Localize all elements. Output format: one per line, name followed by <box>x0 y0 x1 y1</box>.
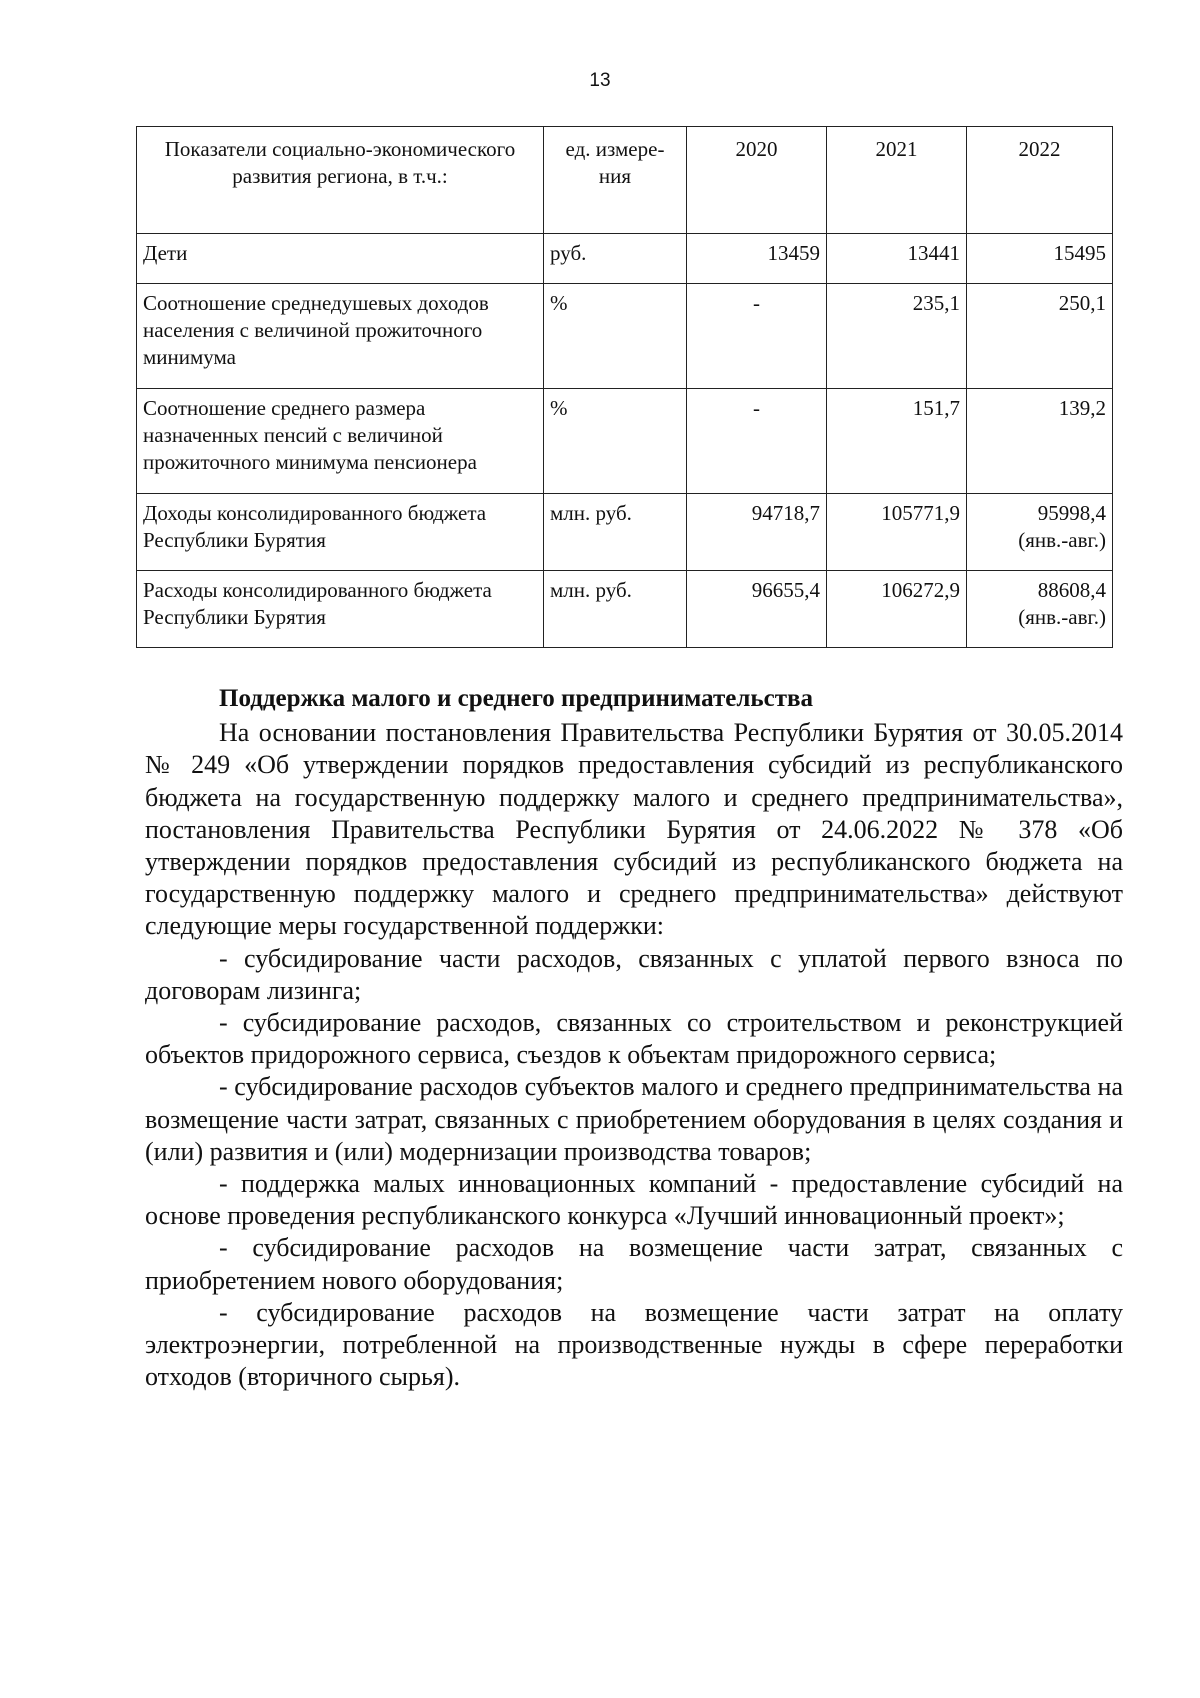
list-item: - поддержка малых инновационных компаний - предоставление субсидий на основе проведения республиканского конкурса «Лучший инновационный проект»; <box>145 1169 1123 1231</box>
indicator-name: Соотношение среднего размера назначенных пенсий с величиной прожиточного минимума пенсионера <box>137 389 544 494</box>
value-2021: 13441 <box>827 234 967 284</box>
list-item: - субсидирование расходов, связанных со строительством и реконструкцией объектов придорожного сервиса, съездов к объектам придорожного сервиса; <box>145 1008 1123 1070</box>
value-2022: 15495 <box>967 234 1113 284</box>
table-row <box>137 571 1113 648</box>
indicator-name: Дети <box>137 234 544 284</box>
value-2020: - <box>687 284 827 389</box>
unit-cell: руб. <box>544 234 687 284</box>
value-2021: 105771,9 <box>827 494 967 571</box>
list-item: - субсидирование расходов на возмещение части затрат, связанных с приобретением нового оборудования; <box>145 1233 1123 1295</box>
period-note: (янв.-авг.) <box>1018 605 1106 629</box>
page-number: 13 <box>589 70 611 91</box>
value-2022-cell <box>967 571 1113 648</box>
indicator-name: Расходы консолидированного бюджета Республики Бурятия <box>137 571 544 648</box>
intro-paragraph: На основании постановления Правительства Республики Бурятия от 30.05.2014 № 249 «Об утверждении порядков предоставления субсидий из республиканского бюджета на государственную поддержку малого и среднего предпринимательства», постановления Правительства Республики Бурятия от 24.06.2022 № 378 «Об утверждении порядков предоставления субсидий из республиканского бюджета на государственную поддержку малого и среднего предпринимательства» действуют следующие меры государственной поддержки: <box>145 718 1123 941</box>
unit-cell: % <box>544 389 687 494</box>
indicator-name: Доходы консолидированного бюджета Республики Бурятия <box>137 494 544 571</box>
table-row <box>137 234 1113 284</box>
section-body <box>145 683 1123 1393</box>
column-header-unit: ед. измере-ния <box>544 127 687 234</box>
value-2020: 94718,7 <box>687 494 827 571</box>
value-2022: 250,1 <box>967 284 1113 389</box>
list-item: - субсидирование расходов на возмещение части затрат на оплату электроэнергии, потребленной на производственные нужды в сфере переработки отходов (вторичного сырья). <box>145 1297 1123 1392</box>
indicators-table <box>136 126 1113 648</box>
value-2020: - <box>687 389 827 494</box>
indicator-name: Соотношение среднедушевых доходов населения с величиной прожиточного минимума <box>137 284 544 389</box>
value-2021: 235,1 <box>827 284 967 389</box>
value-2021: 151,7 <box>827 389 967 494</box>
value-2022: 88608,4 <box>1037 578 1106 602</box>
table-row <box>137 494 1113 571</box>
unit-cell: % <box>544 284 687 389</box>
section-heading: Поддержка малого и среднего предпринимательства <box>219 685 814 712</box>
column-header-2020: 2020 <box>687 127 827 234</box>
period-note: (янв.-авг.) <box>1018 528 1106 552</box>
table-row <box>137 284 1113 389</box>
unit-cell: млн. руб. <box>544 494 687 571</box>
value-2022-cell <box>967 494 1113 571</box>
column-header-indicator: Показатели социально-экономического развития региона, в т.ч.: <box>137 127 544 234</box>
value-2022: 95998,4 <box>1037 501 1106 525</box>
column-header-2022: 2022 <box>967 127 1113 234</box>
value-2020: 13459 <box>687 234 827 284</box>
unit-cell: млн. руб. <box>544 571 687 648</box>
list-item: - субсидирование части расходов, связанных с уплатой первого взноса по договорам лизинга; <box>145 943 1123 1005</box>
value-2020: 96655,4 <box>687 571 827 648</box>
list-item: - субсидирование расходов субъектов малого и среднего предпринимательства на возмещение части затрат, связанных с приобретением оборудования в целях создания и (или) развития и (или) модернизации производства товаров; <box>145 1072 1123 1166</box>
column-header-2021: 2021 <box>827 127 967 234</box>
value-2022: 139,2 <box>967 389 1113 494</box>
value-2021: 106272,9 <box>827 571 967 648</box>
table-row <box>137 389 1113 494</box>
table-header-row <box>137 127 1113 234</box>
